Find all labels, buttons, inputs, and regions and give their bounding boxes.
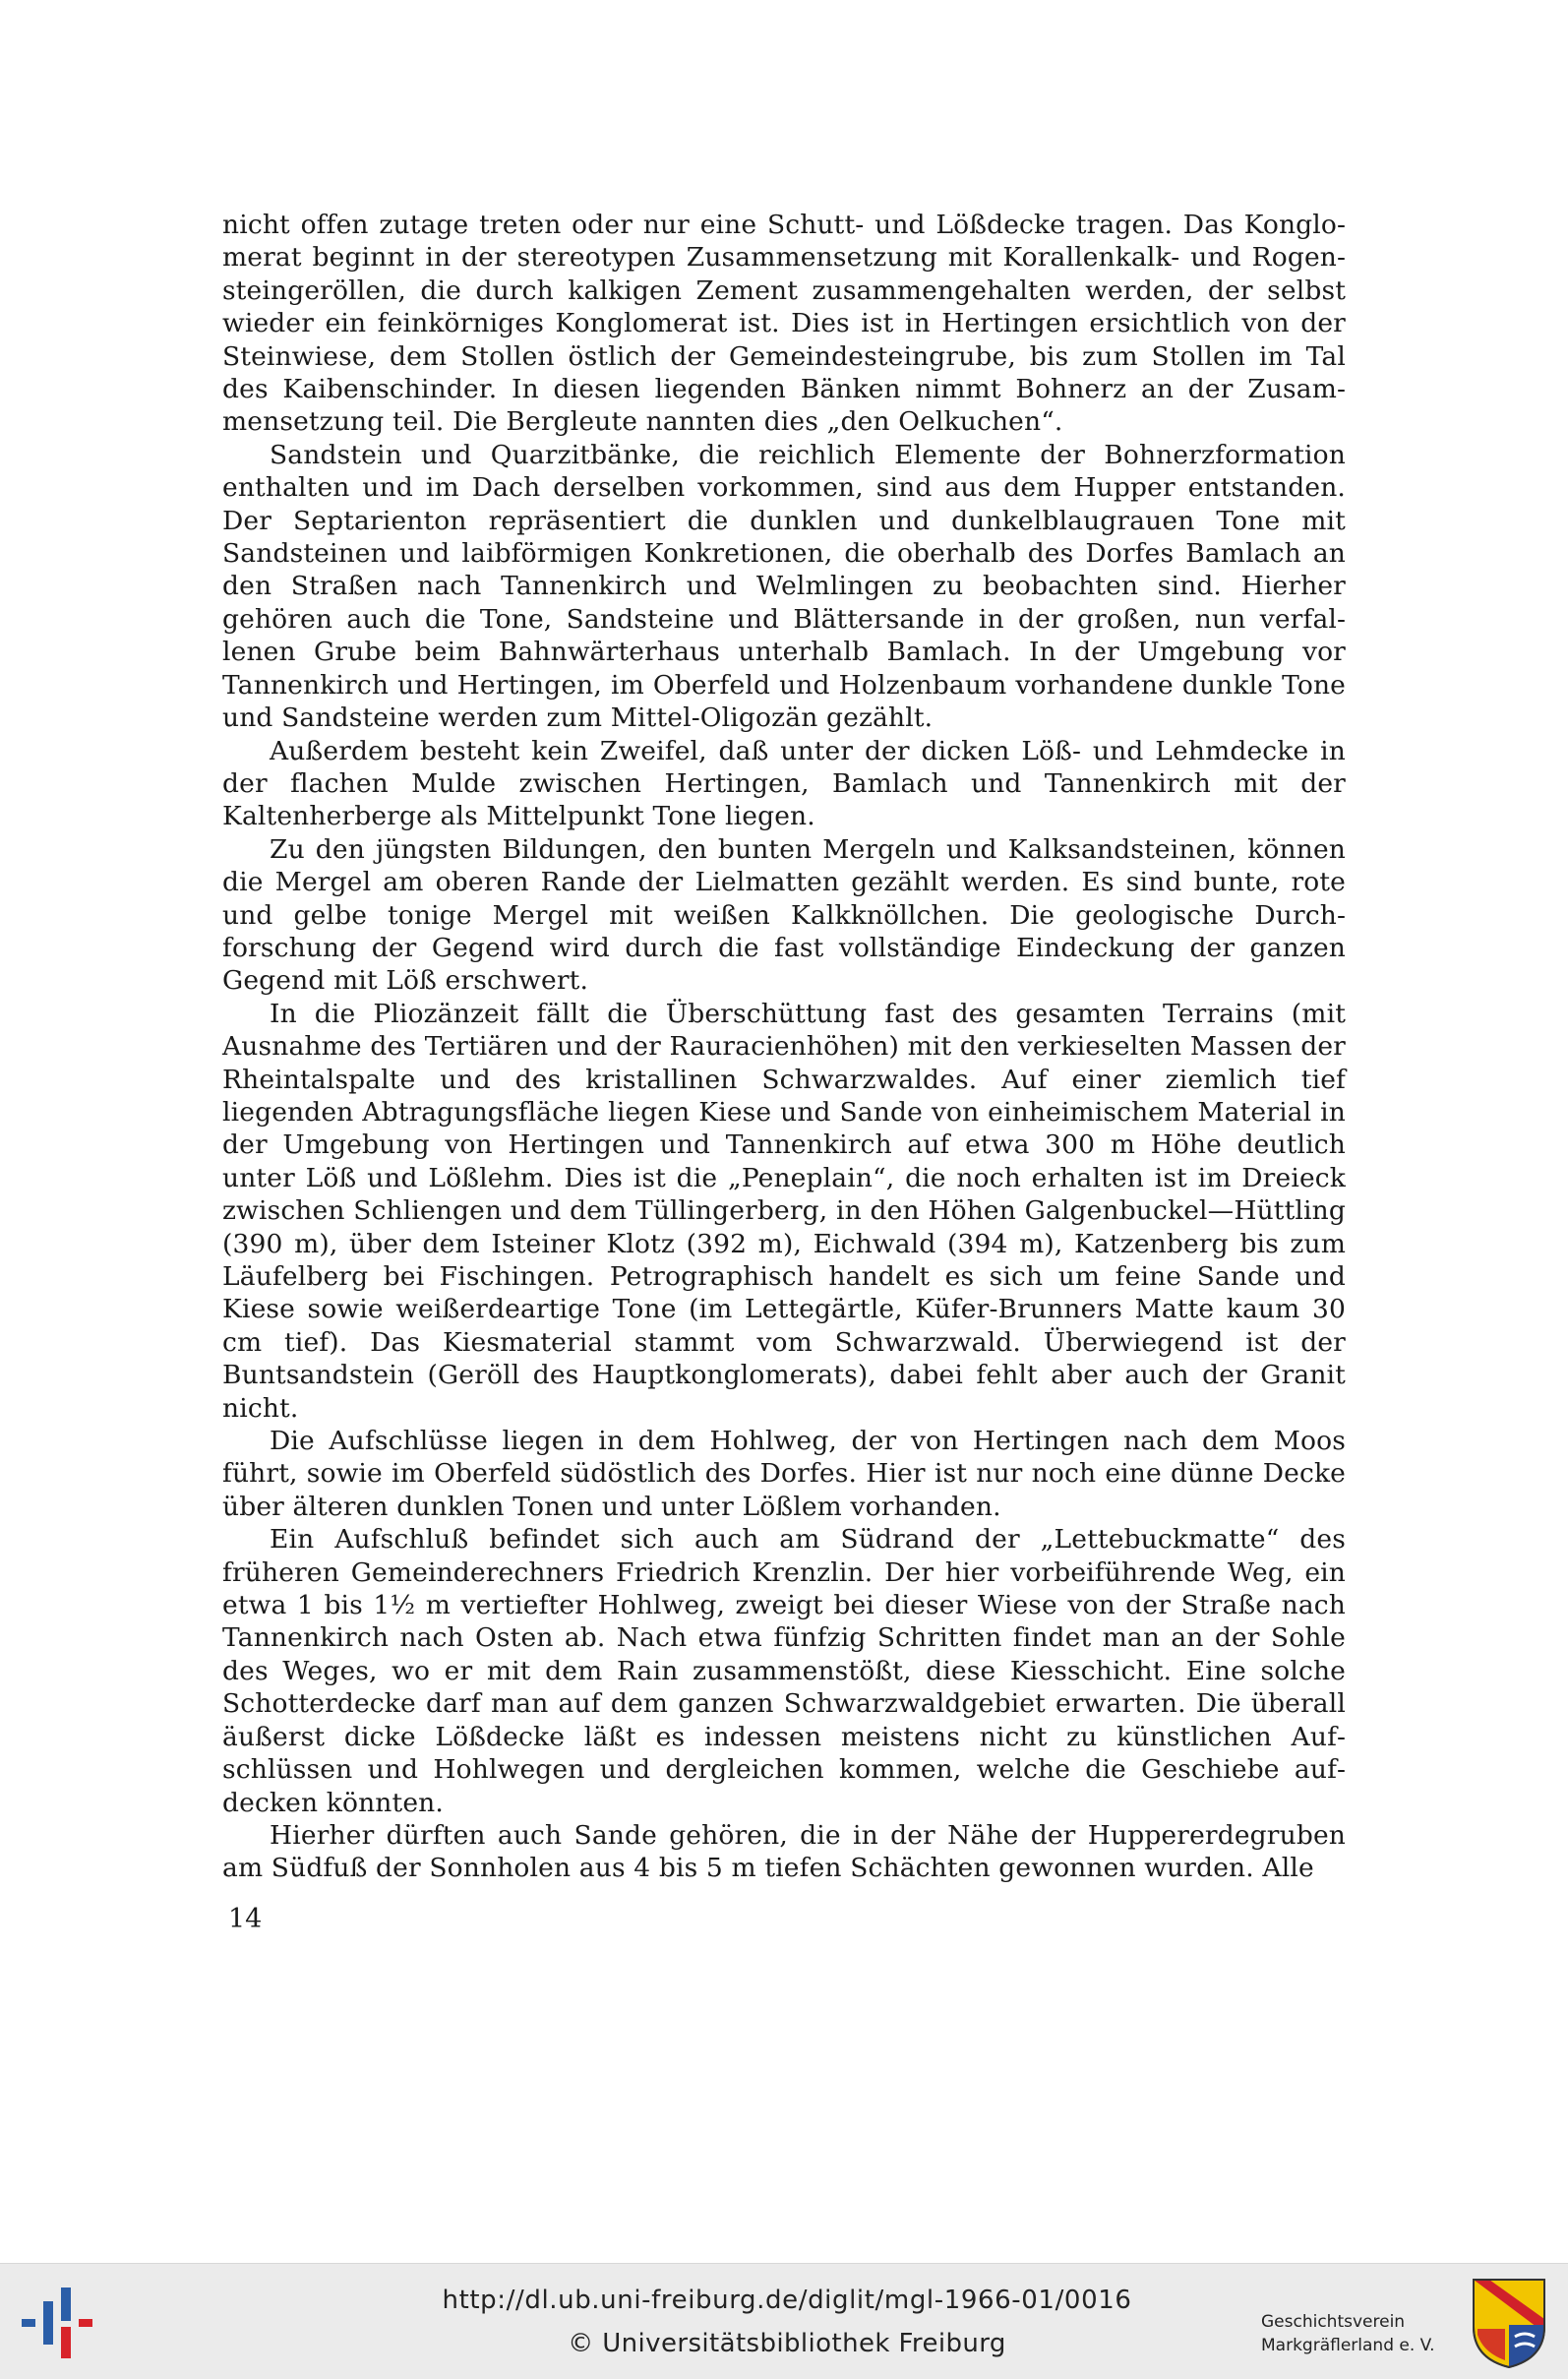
paragraph-4: Zu den jüngsten Bildungen, den bunten Mergeln und Kalksandsteinen, können die Mergel am oberen Rande der Lielmatten gezählt werden. Es sind bunte, rote und gelbe tonige Mergel mit weißen Kalkknöllchen. Die geologische Durchforschung der Gegend wird durch die fast vollständige Eindeckung der ganzen Gegend mit Löß erschwert. bbox=[222, 833, 1346, 997]
organization-line-1: Geschichtsverein bbox=[1261, 2312, 1406, 2332]
document-url-link[interactable]: http://dl.ub.uni-freiburg.de/diglit/mgl-1966-01/0016 bbox=[442, 2286, 1132, 2315]
copyright-text: © Universitätsbibliothek Freiburg bbox=[568, 2329, 1006, 2358]
paragraph-6: Die Aufschlüsse liegen in dem Hohlweg, der von Hertingen nach dem Moos führt, sowie im Oberfeld südöstlich des Dorfes. Hier ist nur noch eine dünne Decke über älteren dunklen Tonen und unter Lößlem vorhanden. bbox=[222, 1426, 1346, 1522]
paragraph-7: Ein Aufschluß befindet sich auch am Südrand der „Lettebuckmatte“ des früheren Gemeinderechners Friedrich Krenzlin. Der hier vorbeiführende Weg, ein etwa 1 bis 1½ m vertiefter Hohlweg, zweigt bei dieser Wiese von der Straße nach Tannenkirch nach Osten ab. Nach etwa fünfzig Schritten findet man an der Sohle des Weges, wo er mit dem Rain zusammenstößt, diese Kiesschicht. Eine solche Schotterdecke darf man auf dem ganzen Schwarzwaldgebiet erwarten. Die überall äußerst dicke Lößdecke läßt es indessen meistens nicht zu künstlichen Aufschlüssen und Hohlwegen und dergleichen kommen, welche die Geschiebe aufdecken könnten. bbox=[222, 1524, 1346, 1818]
paragraph-8: Hierher dürften auch Sande gehören, die in der Nähe der Huppererdegruben am Südfuß der Sonnholen aus 4 bis 5 m tiefen Schächten gewonnen wurden. Alle bbox=[222, 1819, 1346, 1884]
footer-bar bbox=[0, 2263, 1568, 2379]
paragraph-2: Sandstein und Quarzitbänke, die reichlich Elemente der Bohnerzformation enthalten und im Dach derselben vorkommen, sind aus dem Hupper entstanden. Der Septarienton repräsentiert die dunklen und dunkelblaugrauen Tone mit Sandsteinen und laibförmigen Konkretionen, die oberhalb des Dorfes Bamlach an den Straßen nach Tannenkirch und Welmlingen zu beobachten sind. Hierher gehören auch die Tone, Sandsteine und Blättersande in der großen, nun verfallenen Grube beim Bahnwärterhaus unterhalb Bamlach. In der Umgebung vor Tannenkirch und Hertingen, im Oberfeld und Holzenbaum vorhandene dunkle Tone und Sandsteine werden zum Mittel-Oligozän gezählt. bbox=[222, 439, 1346, 734]
organization-line-2: Markgräflerland e. V. bbox=[1261, 2336, 1435, 2355]
organization-name bbox=[1261, 2310, 1468, 2357]
body-text bbox=[222, 209, 1346, 1885]
coat-of-arms-icon bbox=[1470, 2276, 1548, 2370]
ub-freiburg-logo-icon[interactable] bbox=[22, 2282, 104, 2364]
paragraph-3: Außerdem besteht kein Zweifel, daß unter der dicken Löß- und Lehmdecke in der flachen Mulde zwischen Hertingen, Bamlach und Tannenkirch mit der Kaltenherberge als Mittelpunkt Tone liegen. bbox=[222, 735, 1346, 832]
paragraph-1: nicht offen zutage treten oder nur eine Schutt- und Lößdecke tragen. Das Konglomerat beginnt in der stereotypen Zusammensetzung mit Korallenkalk- und Rogensteingeröllen, die durch kalkigen Zement zusammengehalten werden, der selbst wieder ein feinkörniges Konglomerat ist. Dies ist in Hertingen ersichtlich von der Steinwiese, dem Stollen östlich der Gemeindesteingrube, bis zum Stollen im Tal des Kaibenschinder. In diesen liegenden Bänken nimmt Bohnerz an der Zusammensetzung teil. Die Bergleute nannten dies „den Oelkuchen“. bbox=[222, 210, 1346, 438]
paragraph-5: In die Pliozänzeit fällt die Überschüttung fast des gesamten Terrains (mit Ausnahme des Tertiären und der Rauracienhöhen) mit den verkieselten Massen der Rheintalspalte und des kristallinen Schwarzwaldes. Auf einer ziemlich tief liegenden Abtragungsfläche liegen Kiese und Sande von einheimischem Material in der Umgebung von Hertingen und Tannenkirch auf etwa 300 m Höhe deutlich unter Löß und Lößlehm. Dies ist die „Peneplain“, die noch erhalten ist im Dreieck zwischen Schliengen und dem Tüllingerberg, in den Höhen Galgenbuckel—Hüttling (390 m), über dem Isteiner Klotz (392 m), Eichwald (394 m), Katzenberg bis zum Läufelberg bei Fischingen. Petrographisch handelt es sich um feine Sande und Kiese sowie weißerdeartige Tone (im Lettegärtle, Küfer-Brunners Matte kaum 30 cm tief). Das Kiesmaterial stammt vom Schwarzwald. Überwiegend ist der Buntsandstein (Geröll des Hauptkonglomerats), dabei fehlt aber auch der Granit nicht. bbox=[222, 998, 1346, 1424]
page-number: 14 bbox=[228, 1904, 263, 1934]
